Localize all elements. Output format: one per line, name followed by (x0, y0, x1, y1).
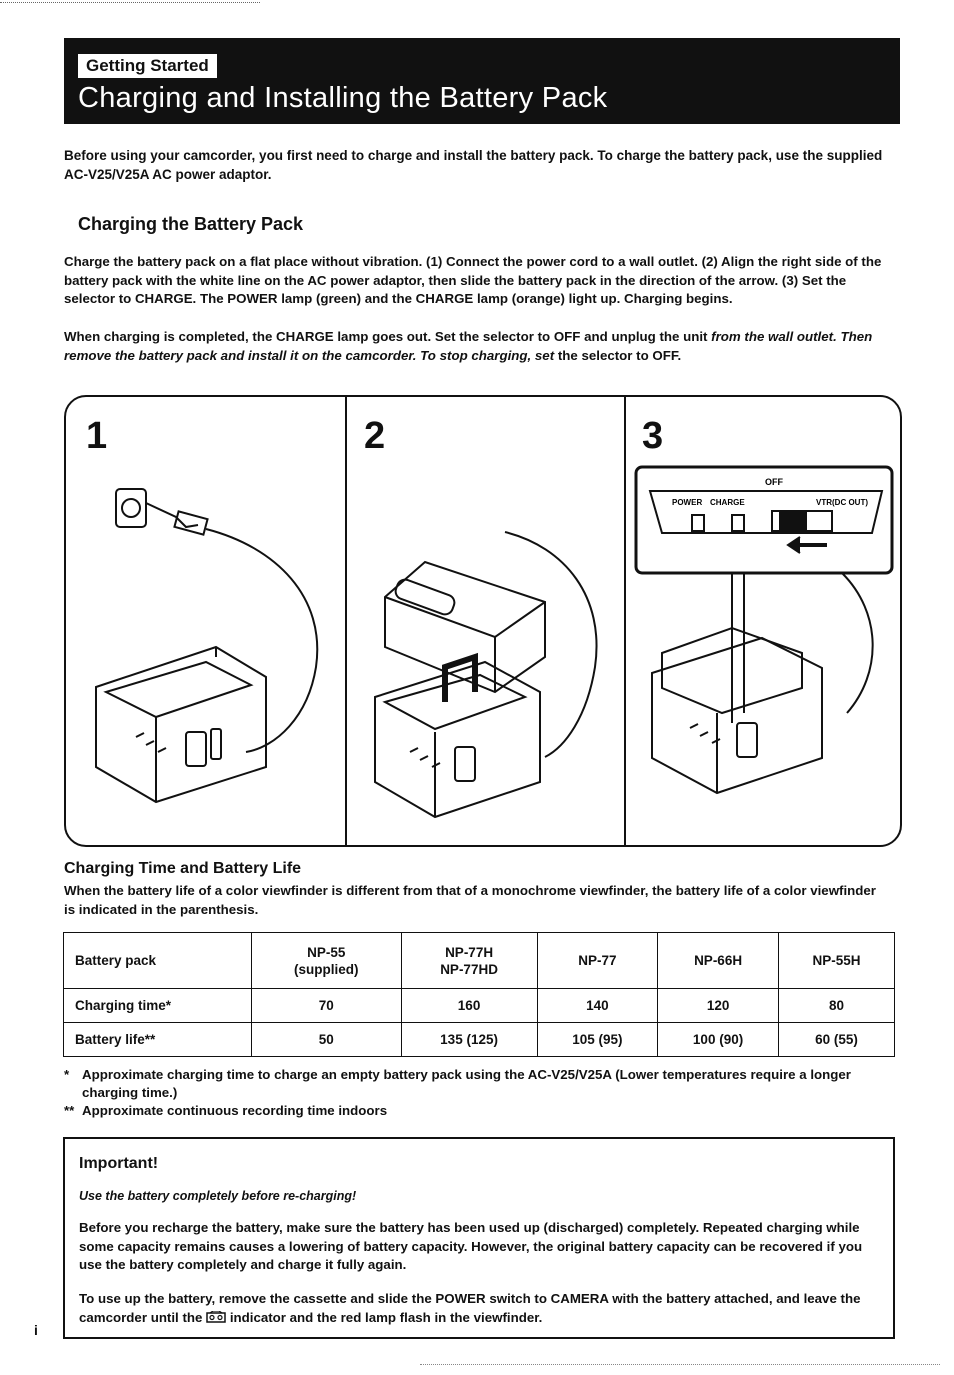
table-cell: 120 (658, 989, 779, 1023)
table-cell: 70 (252, 989, 402, 1023)
charging-para2-end: the selector to OFF. (557, 347, 682, 363)
scan-artifact-top (0, 2, 260, 3)
panel-divider-1 (345, 397, 347, 845)
scan-artifact-bottom (420, 1364, 940, 1365)
charging-illustration (64, 395, 902, 847)
important-subtitle: Use the battery completely before re-charging! (79, 1189, 357, 1203)
wall-outlet-icon (116, 489, 146, 527)
table-row (64, 1023, 895, 1057)
footnotes (64, 1066, 884, 1120)
panel-number-3: 3 (642, 415, 664, 457)
row-label: Charging time* (64, 989, 252, 1023)
table-cell: 135 (125) (401, 1023, 537, 1057)
table-header-cell: NP-55H (778, 933, 894, 989)
table-cell: 100 (90) (658, 1023, 779, 1057)
selector-label-charge: CHARGE (710, 498, 745, 507)
table-row (64, 989, 895, 1023)
battery-life-description: When the battery life of a color viewfinder is different from that of a monochrome viewfinder, the battery life of a color viewfinder is indicated in the parenthesis. (64, 883, 876, 917)
table-header-cell: NP-55 (supplied) (252, 933, 402, 989)
table-header-cell: NP-77H NP-77HD (401, 933, 537, 989)
table-header-row (64, 933, 895, 989)
charging-para2-italic: from the wall outlet. Then remove the battery pack and install it on the camcorder. To stop charging, set (64, 329, 873, 363)
table-cell: 105 (95) (537, 1023, 658, 1057)
table-header-label: Battery pack (64, 933, 252, 989)
selector-label-off: OFF (765, 477, 783, 487)
battery-life-heading: Charging Time and Battery Life (64, 860, 302, 877)
header-bar (64, 38, 900, 124)
important-box (63, 1137, 895, 1339)
panel-divider-2 (624, 397, 626, 845)
charging-para2-plain: When charging is completed, the CHARGE lamp goes out. Set the selector to OFF and unplug the unit (64, 329, 708, 344)
panel-1-illustration (76, 467, 336, 837)
power-lamp-icon (692, 515, 704, 531)
panel-2-illustration (355, 517, 617, 837)
section-tag: Getting Started (78, 54, 217, 78)
table-cell: 140 (537, 989, 658, 1023)
table-cell: 60 (55) (778, 1023, 894, 1057)
charge-lamp-icon (732, 515, 744, 531)
charging-heading: Charging the Battery Pack (78, 214, 304, 234)
important-paragraph-2: To use up the battery, remove the cassette and slide the POWER switch to CAMERA with the battery attached, and leave the camcorder until the indicator and the red lamp flash in the viewfinder. (79, 1291, 861, 1325)
battery-spec-table (63, 932, 895, 1057)
margin-mark: i (34, 1322, 38, 1338)
footnote: ** Approximate continuous recording time indoors (64, 1103, 388, 1118)
charging-paragraph-2 (64, 328, 884, 365)
page-title: Charging and Installing the Battery Pack (78, 82, 608, 114)
footnote: * Approximate charging time to charge an empty battery pack using the AC-V25/V25A (Lower temperatures require a longer charging time.) (64, 1067, 851, 1100)
selector-label-power: POWER (672, 498, 703, 507)
panel-3-illustration (632, 463, 898, 841)
important-title: Important! (79, 1155, 159, 1172)
table-header-cell: NP-77 (537, 933, 658, 989)
important-paragraph-1: Before you recharge the battery, make sure the battery has been used up (discharged) completely. Repeated charging while some capacity remains causes a lowering of battery capacity. However, the original battery capacity can be recovered if you use the battery completely and charge it fully again. (79, 1220, 863, 1272)
table-cell: 160 (401, 989, 537, 1023)
charging-paragraph-1: Charge the battery pack on a flat place without vibration. (1) Connect the power cord to a wall outlet. (2) Align the right side of the battery pack with the white line on the AC power adaptor, then slide the battery pack in the direction of the arrow. (3) Set the selector to CHARGE. The POWER lamp (green) and the CHARGE lamp (orange) light up. Charging begins. (64, 254, 882, 306)
selector-closeup (636, 467, 892, 573)
table-header-cell: NP-66H (658, 933, 779, 989)
slide-arrow-icon (445, 657, 475, 702)
intro-text: Before using your camcorder, you first need to charge and install the battery pack. To charge the battery pack, use the supplied AC-V25/V25A AC power adaptor. (64, 148, 883, 182)
panel-number-2: 2 (364, 415, 386, 457)
table-cell: 50 (252, 1023, 402, 1057)
cassette-indicator-icon (206, 1311, 226, 1323)
row-label: Battery life** (64, 1023, 252, 1057)
table-cell: 80 (778, 989, 894, 1023)
panel-number-1: 1 (86, 415, 108, 457)
selector-label-vtr: VTR(DC OUT) (816, 498, 868, 507)
